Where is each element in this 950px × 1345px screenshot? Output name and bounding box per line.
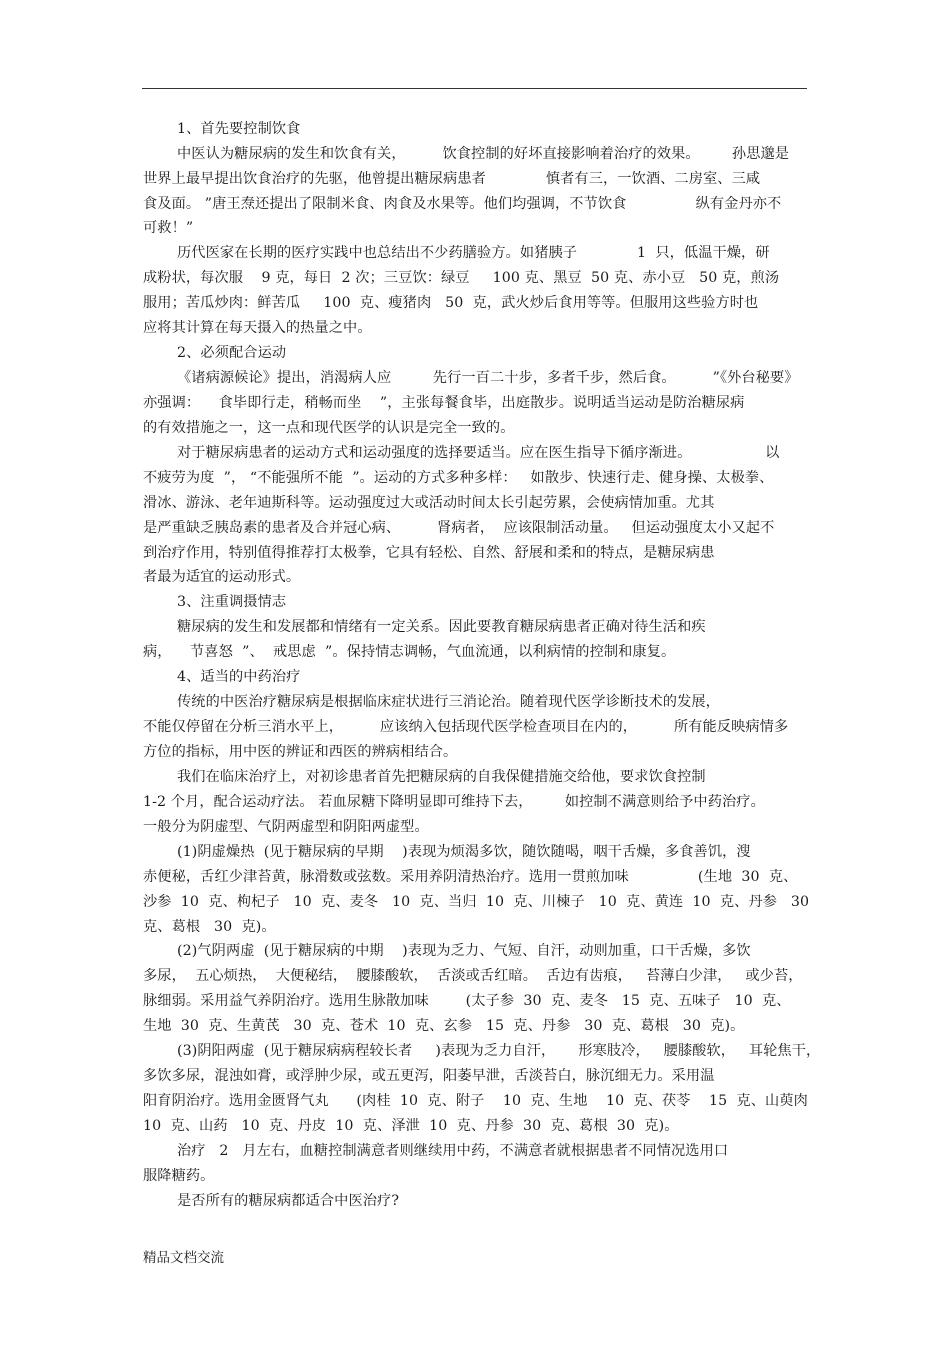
paragraph-line: 服降糖药。 [143, 1168, 215, 1184]
paragraph-line: 不疲劳为度 ”， “不能强所不能 ”。运动的方式多种多样： 如散步、快速行走、健身操、太极拳、 [143, 470, 774, 486]
paragraph-line: 糖尿病的发生和发展都和情绪有一定关系。因此要教育糖尿病患者正确对待生活和疾 [177, 619, 706, 635]
paragraph-line: 阳育阴治疗。选用金匮肾气丸 (肉桂 10 克、附子 10 克、生地 10 克、茯苓 15 克、山萸肉 [143, 1093, 808, 1109]
paragraph-line: 的有效措施之一，这一点和现代医学的认识是完全一致的。 [143, 420, 515, 436]
paragraph-line: 我们在临床治疗上，对初诊患者首先把糖尿病的自我保健措施交给他，要求饮食控制 [177, 769, 706, 785]
paragraph-line: 沙参 10 克、枸杞子 10 克、麦冬 10 克、当归 10 克、川楝子 10 克、黄连 10 克、丹参 30 [143, 894, 810, 910]
paragraph-line: 是严重缺乏胰岛素的患者及合并冠心病、 肾病者， 应该限制活动量。 但运动强度太小又起不 [143, 520, 775, 536]
paragraph-line: 世界上最早提出饮食治疗的先驱，他曾提出糖尿病患者 慎者有三，一饮酒、二房室、三咸 [143, 171, 761, 187]
paragraph-line: 克、葛根 30 克)。 [143, 919, 276, 935]
heading-2: 2、必须配合运动 [177, 345, 287, 361]
paragraph-line: 可救！” [143, 220, 194, 236]
paragraph-line: 服用；苦瓜炒肉：鲜苦瓜 100 克、瘦猪肉 50 克，武火炒后食用等等。但服用这些验方时也 [143, 295, 759, 311]
paragraph-line: 一般分为阴虚型、气阴两虚型和阴阳两虚型。 [143, 819, 429, 835]
paragraph-line: 对于糖尿病患者的运动方式和运动强度的选择要适当。应在医生指导下循序渐进。 以 [177, 445, 780, 461]
paragraph-line: 不能仅停留在分析三消水平上， 应该纳入包括现代医学检查项目在内的， 所有能反映病情多 [143, 719, 789, 735]
paragraph-line: (3)阴阳两虚 (见于糖尿病病程较长者 )表现为乏力自汗， 形寒肢冷， 腰膝酸软， 耳轮焦干， [177, 1043, 821, 1059]
paragraph-line: 赤便秘，舌红少津苔黄，脉滑数或弦数。采用养阴清热治疗。选用一贯煎加味 (生地 30 克、 [143, 869, 798, 885]
paragraph-line: 者最为适宜的运动形式。 [143, 569, 301, 585]
paragraph-line: 历代医家在长期的医疗实践中也总结出不少药膳验方。如猪胰子 1 只，低温干燥，研 [177, 245, 770, 261]
heading-4: 4、适当的中药治疗 [177, 669, 301, 685]
paragraph-line: 《诸病源候论》提出，消渴病人应 先行一百二十步，多者千步，然后食。 ”《外台秘要》 [177, 370, 799, 386]
paragraph-line: (1)阴虚燥热 (见于糖尿病的早期 )表现为烦渴多饮，随饮随喝，咽干舌燥，多食善饥，溲 [177, 844, 751, 860]
paragraph-line: 治疗 2 月左右，血糖控制满意者则继续用中药，不满意者就根据患者不同情况选用口 [177, 1143, 729, 1159]
paragraph-line: 多饮多尿，混浊如膏，或浮肿少尿，或五更泻，阳萎早泄，舌淡苔白，脉沉细无力。采用温 [143, 1068, 715, 1084]
paragraph-line: 到治疗作用，特别值得推荐打太极拳，它具有轻松、自然、舒展和柔和的特点，是糖尿病患 [143, 545, 715, 561]
paragraph-line: 应将其计算在每天摄入的热量之中。 [143, 320, 372, 336]
paragraph-line: 成粉状，每次服 9 克，每日 2 次；三豆饮：绿豆 100 克、黑豆 50 克、赤小豆 50 克，煎汤 [143, 270, 780, 286]
paragraph-line: 食及面。 ”唐王焘还提出了限制米食、肉食及水果等。他们均强调，不节饮食 纵有金丹亦不 [143, 196, 782, 212]
paragraph-line: 10 克、山药 10 克、丹皮 10 克、泽泄 10 克、丹参 30 克、葛根 30 克)。 [143, 1118, 679, 1134]
paragraph-line: 病， 节喜怒 ”、 戒思虑 ”。保持情志调畅，气血流通，以利病情的控制和康复。 [143, 644, 676, 660]
heading-1: 1、首先要控制饮食 [177, 121, 301, 137]
question-line: 是否所有的糖尿病都适合中医治疗? [177, 1193, 400, 1209]
paragraph-line: 方位的指标，用中医的辨证和西医的辨病相结合。 [143, 744, 458, 760]
paragraph-line: 滑冰、游泳、老年迪斯科等。运动强度过大或活动时间太长引起劳累，会使病情加重。尤其 [143, 495, 715, 511]
paragraph-line: 脉细弱。采用益气养阴治疗。选用生脉散加味 (太子参 30 克、麦冬 15 克、五味子 10 克、 [143, 993, 791, 1009]
heading-3: 3、注重调摄情志 [177, 594, 287, 610]
footer-text: 精品文档交流 [143, 1250, 224, 1266]
paragraph-line: 传统的中医治疗糖尿病是根据临床症状进行三消论治。随着现代医学诊断技术的发展， [177, 694, 720, 710]
paragraph-line: 1-2 个月，配合运动疗法。 若血尿糖下降明显即可维持下去， 如控制不满意则给予中药治疗。 [143, 794, 765, 810]
paragraph-line: 亦强调： 食毕即行走，稍畅而坐 ”，主张每餐食毕，出庭散步。说明适当运动是防治糖尿病 [143, 395, 745, 411]
paragraph-line: (2)气阴两虚 (见于糖尿病的中期 )表现为乏力、气短、自汗，动则加重，口干舌燥，多饮 [177, 943, 751, 959]
paragraph-line: 多尿， 五心烦热， 大便秘结， 腰膝酸软， 舌淡或舌红暗。 舌边有齿痕， 苔薄白少津， 或少苔， [143, 968, 803, 984]
paragraph-line: 中医认为糖尿病的发生和饮食有关， 饮食控制的好坏直接影响着治疗的效果。 孙思邈是 [177, 146, 790, 162]
paragraph-line: 生地 30 克、生黄芪 30 克、苍术 10 克、玄参 15 克、丹参 30 克、葛根 30 克)。 [143, 1018, 745, 1034]
